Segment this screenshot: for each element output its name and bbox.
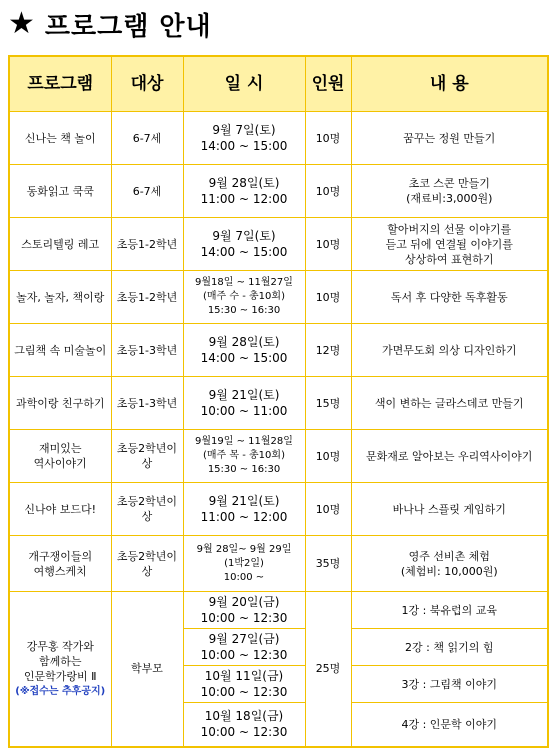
schedule: 9월 28일(토) 11:00 ~ 12:00 — [183, 165, 305, 218]
target: 초등1-3학년 — [111, 377, 183, 430]
header-content: 내 용 — [351, 56, 548, 112]
table-row — [9, 271, 548, 324]
schedule: 9월 7일(토) 14:00 ~ 15:00 — [183, 218, 305, 271]
header-target: 대상 — [111, 56, 183, 112]
schedule: 9월 21일(토) 10:00 ~ 11:00 — [183, 377, 305, 430]
program-table — [8, 55, 549, 748]
target: 초등2학년이상 — [111, 483, 183, 536]
schedule: 9월 21일(토) 11:00 ~ 12:00 — [183, 483, 305, 536]
people: 10명 — [305, 430, 351, 483]
header-people: 인원 — [305, 56, 351, 112]
program-name: 동화읽고 쿡쿡 — [9, 165, 111, 218]
people: 10명 — [305, 218, 351, 271]
program-name: 재미있는 역사이야기 — [9, 430, 111, 483]
content: 4강 : 인문학 이야기 — [351, 703, 548, 747]
page-title — [8, 4, 212, 44]
schedule: 9월18일 ~ 11월27일 (매주 수 - 총10회) 15:30 ~ 16:30 — [183, 271, 305, 324]
content: 문화재로 알아보는 우리역사이야기 — [351, 430, 548, 483]
program-name: 놀자, 놀자, 책이랑 — [9, 271, 111, 324]
program-name: 스토리텔링 레고 — [9, 218, 111, 271]
header-date: 일 시 — [183, 56, 305, 112]
table-row — [9, 165, 548, 218]
people: 12명 — [305, 324, 351, 377]
content: 독서 후 다양한 독후활동 — [351, 271, 548, 324]
schedule: 9월 27일(금) 10:00 ~ 12:30 — [183, 629, 305, 666]
program-name: 신나야 보드다! — [9, 483, 111, 536]
target: 초등2학년이상 — [111, 536, 183, 592]
table-row — [9, 377, 548, 430]
schedule: 10월 18일(금) 10:00 ~ 12:30 — [183, 703, 305, 747]
people: 10명 — [305, 483, 351, 536]
people: 25명 — [305, 592, 351, 747]
target: 6-7세 — [111, 112, 183, 165]
target: 초등2학년이상 — [111, 430, 183, 483]
table-row — [9, 324, 548, 377]
people: 15명 — [305, 377, 351, 430]
header-row — [9, 56, 548, 112]
program-name: 개구쟁이들의 여행스케치 — [9, 536, 111, 592]
star-icon: ★ — [8, 6, 35, 41]
schedule: 9월 28일~ 9월 29일 (1박2일) 10:00 ~ — [183, 536, 305, 592]
people: 35명 — [305, 536, 351, 592]
title-text: 프로그램 안내 — [44, 11, 212, 42]
schedule: 9월 7일(토) 14:00 ~ 15:00 — [183, 112, 305, 165]
content: 색이 변하는 글라스데코 만들기 — [351, 377, 548, 430]
target: 6-7세 — [111, 165, 183, 218]
header-program: 프로그램 — [9, 56, 111, 112]
table-row — [9, 112, 548, 165]
program-name: 강무홍 작가와 함께하는 인문학가랑비 Ⅱ (※접수는 추후공지) — [9, 592, 111, 747]
content: 2강 : 책 읽기의 힘 — [351, 629, 548, 666]
target: 초등1-2학년 — [111, 271, 183, 324]
table-row — [9, 430, 548, 483]
target: 초등1-2학년 — [111, 218, 183, 271]
content: 초코 스콘 만들기 (재료비:3,000원) — [351, 165, 548, 218]
notice-text: (※접수는 추후공지) — [15, 685, 106, 697]
content: 1강 : 북유럽의 교육 — [351, 592, 548, 629]
content: 꿈꾸는 정원 만들기 — [351, 112, 548, 165]
program-name: 신나는 책 놀이 — [9, 112, 111, 165]
content: 바나나 스플릿 게임하기 — [351, 483, 548, 536]
people: 10명 — [305, 271, 351, 324]
table-row — [9, 592, 548, 629]
program-name: 과학이랑 친구하기 — [9, 377, 111, 430]
target: 초등1-3학년 — [111, 324, 183, 377]
content: 가면무도회 의상 디자인하기 — [351, 324, 548, 377]
content: 영주 선비촌 체험 (체험비: 10,000원) — [351, 536, 548, 592]
people: 10명 — [305, 165, 351, 218]
people: 10명 — [305, 112, 351, 165]
schedule: 9월 28일(토) 14:00 ~ 15:00 — [183, 324, 305, 377]
content: 할아버지의 선물 이야기를 듣고 뒤에 연결될 이야기를 상상하여 표현하기 — [351, 218, 548, 271]
program-name: 그림책 속 미술놀이 — [9, 324, 111, 377]
target: 학부모 — [111, 592, 183, 747]
schedule: 9월19일 ~ 11월28일 (매주 목 - 총10회) 15:30 ~ 16:30 — [183, 430, 305, 483]
table-row — [9, 536, 548, 592]
schedule: 9월 20일(금) 10:00 ~ 12:30 — [183, 592, 305, 629]
content: 3강 : 그림책 이야기 — [351, 666, 548, 703]
schedule: 10월 11일(금) 10:00 ~ 12:30 — [183, 666, 305, 703]
table-row — [9, 483, 548, 536]
table-row — [9, 218, 548, 271]
